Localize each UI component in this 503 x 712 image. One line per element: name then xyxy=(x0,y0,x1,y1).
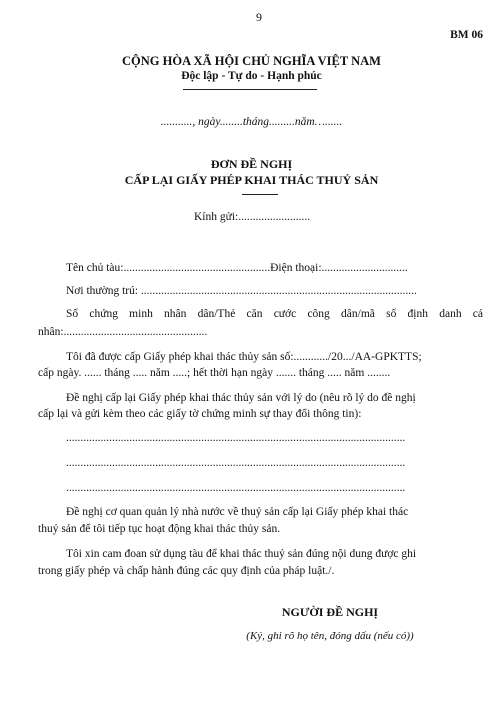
license-line1: Tôi đã được cấp Giấy phép khai thác thủy sản số:............/20.../AA-GPKTTS; xyxy=(66,351,422,363)
reason-line2: cấp lại và gửi kèm theo các giấy tờ chứng minh sự thay đổi thông tin): xyxy=(38,408,362,420)
reason-blank-line2: ...................................................................................................................... xyxy=(66,457,406,469)
license-line2: cấp ngày. ...... tháng ..... năm .....; hết thời hạn ngày ....... tháng ..... năm ........ xyxy=(38,367,391,379)
reason-blank-line1: ...................................................................................................................... xyxy=(66,432,406,444)
page-number: 9 xyxy=(256,10,262,24)
country-name: CỘNG HÒA XÃ HỘI CHỦ NGHĨA VIỆT NAM xyxy=(122,54,381,68)
form-code: BM 06 xyxy=(450,29,483,41)
ship-owner-field: Tên chủ tàu:...................................................Điện thoại:.............................. xyxy=(66,262,408,274)
id-number-text: Số chứng minh nhân dân/Thẻ căn cước công dân/mã số định danh cá xyxy=(66,308,483,320)
header-underline xyxy=(183,89,317,90)
id-number-line1 xyxy=(66,305,483,324)
request-line1: Đề nghị cơ quan quản lý nhà nước về thuỷ sản cấp lại Giấy phép khai thác xyxy=(66,506,409,518)
commitment-line1: Tôi xin cam đoan sử dụng tàu để khai thác thuỷ sản đúng nội dung được ghi xyxy=(66,548,417,560)
signature-title: NGƯỜI ĐỀ NGHỊ xyxy=(281,605,379,619)
date-line: ..........., ngày........tháng.........năm…...... xyxy=(160,116,343,128)
residence-field: Nơi thường trú: ................................................................................................ xyxy=(66,285,417,297)
reason-line1: Đề nghị cấp lại Giấy phép khai thác thủy sản với lý do (nêu rõ lý do đề nghị xyxy=(66,392,416,404)
form-title-line2: CẤP LẠI GIẤY PHÉP KHAI THÁC THUỶ SẢN xyxy=(124,173,379,187)
addressee-line: Kính gửi:......................... xyxy=(194,211,311,223)
form-title-line1: ĐƠN ĐỀ NGHỊ xyxy=(210,157,293,171)
reason-blank-line3: ...................................................................................................................... xyxy=(66,482,406,494)
id-number-line2: nhân:.................................................. xyxy=(38,326,208,338)
national-motto: Độc lập - Tự do - Hạnh phúc xyxy=(181,70,322,82)
signature-note: (Ký, ghi rõ họ tên, đóng dấu (nếu có)) xyxy=(246,630,414,642)
commitment-line2: trong giấy phép và chấp hành đúng các quy định của pháp luật./. xyxy=(38,565,335,577)
title-underline xyxy=(242,194,278,195)
request-line2: thuỷ sản để tôi tiếp tục hoạt động khai thác thủy sản. xyxy=(38,523,281,535)
